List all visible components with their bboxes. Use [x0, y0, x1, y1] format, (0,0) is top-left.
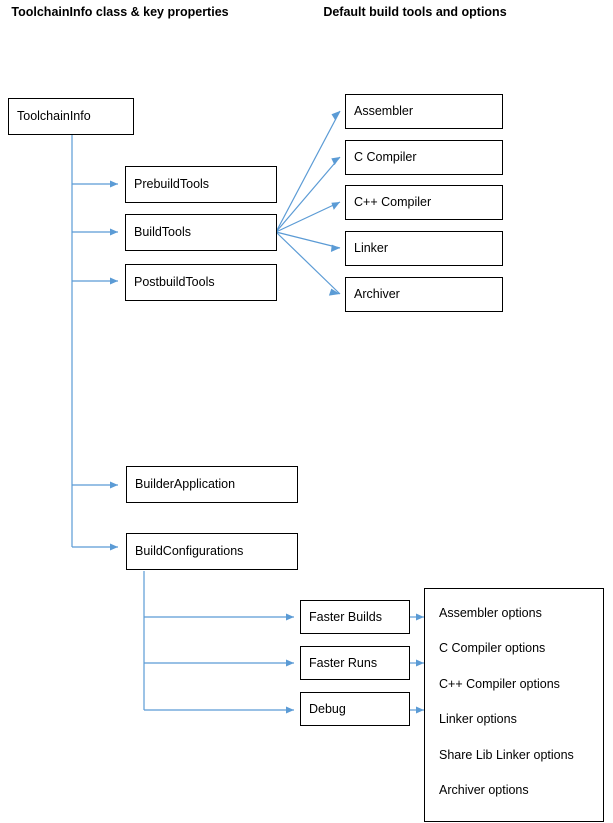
node-config-debug[interactable]: [300, 692, 410, 726]
node-prebuild-tools[interactable]: [125, 166, 277, 203]
node-build-tools[interactable]: [125, 214, 277, 251]
node-builder-application-label: BuilderApplication: [135, 477, 236, 491]
node-prebuild-tools-label: PrebuildTools: [134, 177, 210, 191]
node-tool-linker[interactable]: [345, 231, 503, 266]
option-share-lib-linker: Share Lib Linker options: [439, 748, 574, 762]
node-config-faster-runs[interactable]: [300, 646, 410, 680]
node-postbuild-tools-label: PostbuildTools: [134, 275, 215, 289]
node-tool-linker-label: Linker: [354, 241, 389, 255]
options-panel: [424, 588, 604, 822]
option-c-compiler: C Compiler options: [439, 641, 546, 655]
heading-right: Default build tools and options: [323, 5, 507, 19]
node-config-faster-builds-label: Faster Builds: [309, 609, 382, 624]
node-config-faster-builds[interactable]: [300, 600, 410, 634]
node-build-tools-label: BuildTools: [134, 225, 191, 239]
option-archiver: Archiver options: [439, 783, 529, 797]
node-tool-assembler-label: Assembler: [354, 104, 414, 118]
node-config-debug-label: Debug: [309, 701, 346, 716]
node-tool-c-compiler[interactable]: [345, 140, 503, 175]
node-build-configurations-label: BuildConfigurations: [135, 544, 244, 558]
node-tool-archiver-label: Archiver: [354, 287, 400, 301]
node-builder-application[interactable]: [126, 466, 298, 503]
node-tool-assembler[interactable]: [345, 94, 503, 129]
node-config-faster-runs-label: Faster Runs: [309, 655, 378, 670]
node-tool-c-compiler-label: C Compiler: [354, 150, 417, 164]
option-cpp-compiler: C++ Compiler options: [439, 677, 560, 691]
node-toolchain-info[interactable]: [8, 98, 134, 135]
node-tool-cpp-compiler-label: C++ Compiler: [354, 195, 432, 209]
node-tool-archiver[interactable]: [345, 277, 503, 312]
node-postbuild-tools[interactable]: [125, 264, 277, 301]
option-linker: Linker options: [439, 712, 517, 726]
heading-left: ToolchainInfo class & key properties: [11, 5, 229, 19]
node-tool-cpp-compiler[interactable]: [345, 185, 503, 220]
option-assembler: Assembler options: [439, 606, 542, 620]
node-toolchain-info-label: ToolchainInfo: [17, 109, 91, 123]
node-build-configurations[interactable]: [126, 533, 298, 570]
